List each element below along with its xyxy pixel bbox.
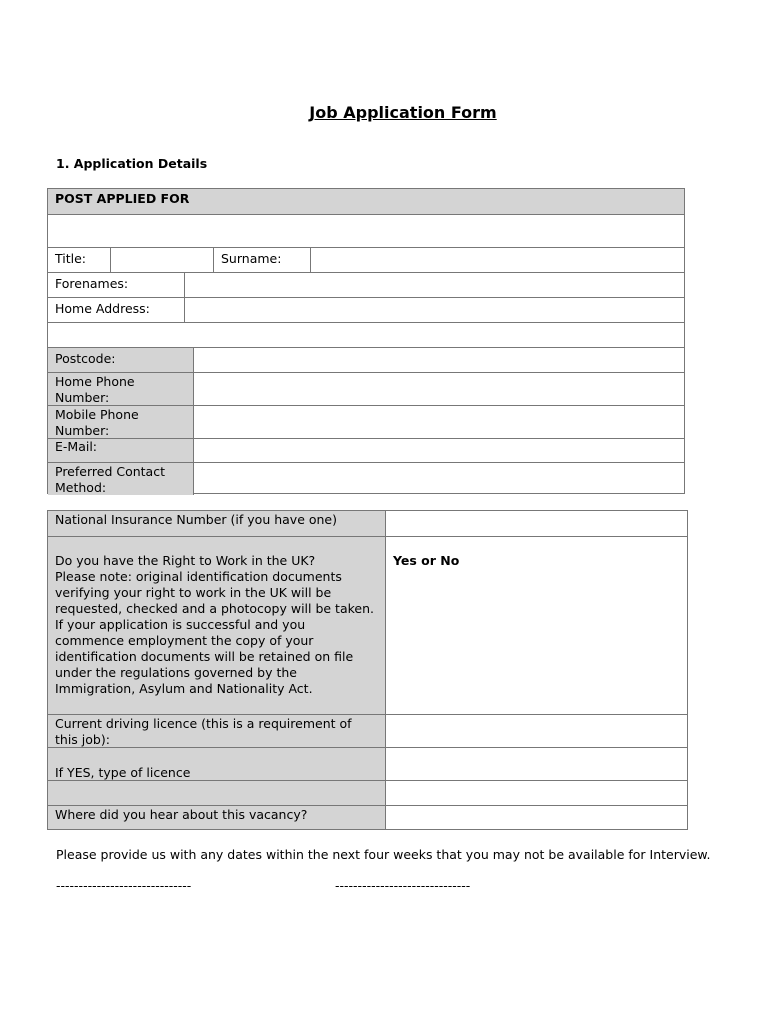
licence-type-label: If YES, type of licence xyxy=(48,748,385,780)
title-field[interactable] xyxy=(110,248,213,272)
home-address-label: Home Address: xyxy=(55,301,150,316)
post-applied-for-field[interactable] xyxy=(48,214,684,247)
licence-type-field[interactable] xyxy=(385,748,687,780)
title-surname-row xyxy=(48,247,684,272)
surname-label: Surname: xyxy=(213,248,310,272)
ni-number-row xyxy=(48,511,687,536)
home-address-row xyxy=(48,297,684,322)
mobile-phone-field[interactable] xyxy=(193,406,684,438)
surname-field[interactable] xyxy=(310,248,684,272)
mobile-phone-row xyxy=(48,405,684,438)
availability-instruction: Please provide us with any dates within the next four weeks that you may not be available for Interview. xyxy=(56,847,711,862)
post-applied-for-label: POST APPLIED FOR xyxy=(55,191,190,206)
date-line-1[interactable]: ------------------------------ xyxy=(56,878,192,893)
home-address-continuation-field[interactable] xyxy=(48,322,684,347)
mobile-phone-label: Mobile Phone Number: xyxy=(48,406,193,438)
blank-label-cell xyxy=(48,781,385,805)
forenames-field[interactable] xyxy=(184,273,684,297)
section-heading: 1. Application Details xyxy=(56,156,208,171)
eligibility-table xyxy=(47,510,688,830)
forenames-row xyxy=(48,272,684,297)
right-to-work-label: Do you have the Right to Work in the UK? Please note: original identification documents verifying your right to work in the UK will be requested, checked and a photocopy will be taken. If your application is successful and you commence employment the copy of your identification documents will be retained on file under the regulations governed by the Immigration, Asylum and Nationality Act. xyxy=(48,537,385,714)
postcode-label: Postcode: xyxy=(48,348,193,372)
preferred-contact-row xyxy=(48,462,684,495)
blank-field[interactable] xyxy=(385,781,687,805)
email-label: E-Mail: xyxy=(48,439,193,462)
hear-about-row xyxy=(48,805,687,829)
driving-licence-field[interactable] xyxy=(385,715,687,747)
postcode-field[interactable] xyxy=(193,348,684,372)
right-to-work-row xyxy=(48,536,687,714)
home-address-field[interactable] xyxy=(184,298,684,322)
preferred-contact-field[interactable] xyxy=(193,463,684,495)
hear-about-field[interactable] xyxy=(385,806,687,829)
licence-type-row xyxy=(48,747,687,780)
driving-licence-row xyxy=(48,714,687,747)
right-to-work-answer[interactable]: Yes or No xyxy=(385,537,687,714)
title-label: Title: xyxy=(55,251,86,266)
preferred-contact-label: Preferred Contact Method: xyxy=(48,463,193,495)
driving-licence-label: Current driving licence (this is a requirement of this job): xyxy=(48,715,385,747)
home-phone-field[interactable] xyxy=(193,373,684,405)
blank-row xyxy=(48,780,687,805)
post-applied-for-row xyxy=(48,189,684,214)
postcode-row xyxy=(48,347,684,372)
email-row xyxy=(48,438,684,462)
application-details-table xyxy=(47,188,685,494)
email-field[interactable] xyxy=(193,439,684,462)
home-phone-label: Home Phone Number: xyxy=(48,373,193,405)
ni-number-field[interactable] xyxy=(385,511,687,536)
forenames-label: Forenames: xyxy=(55,276,129,291)
date-line-2[interactable]: ------------------------------ xyxy=(335,878,471,893)
ni-number-label: National Insurance Number (if you have one) xyxy=(48,511,385,536)
page-title: Job Application Form xyxy=(309,103,497,122)
hear-about-label: Where did you hear about this vacancy? xyxy=(48,806,385,829)
home-phone-row xyxy=(48,372,684,405)
